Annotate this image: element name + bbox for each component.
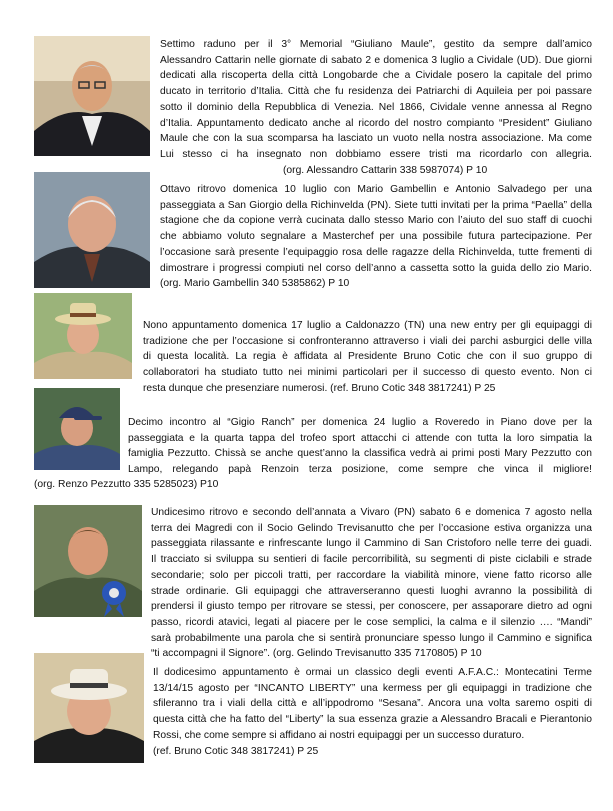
entry-1-line: Lui stesso ci ha insegnato non dobbiamo essere tristi ma ricordarlo con allegria. (160, 148, 592, 160)
entry-4-line: Decimo incontro al “Gigio Ranch” per domenica 24 luglio a Roveredo in Piano dove per la (128, 417, 592, 428)
entry-6-text (153, 665, 592, 759)
entry-5-line: Il tracciato si sviluppa su sentieri di facile percorribilità, su segmenti di piste ciclabili e strade (151, 554, 592, 566)
entry-5-line: passeggiata rilassante e rinfrescante lungo il Cammino di San Cristoforo nelle terre dei guadi. (151, 538, 592, 550)
entry-2-line: passeggiata a San Giorgio della Richinvelda (PN). Siete tutti invitati per la prima “Paella” della (160, 199, 592, 211)
entry-1-line: Alessandro Cattarin nelle giornate di sabato 2 e domenica 3 luglio a Cividale (UD). Due giorni (160, 54, 592, 66)
entry-4-signature-block (34, 477, 334, 493)
photo-mario-gambellin (34, 172, 150, 288)
entry-1-line: Maule che con la sua scomparsa ha lasciato un vuoto nella nostra associazione. Ma come (160, 133, 592, 145)
entry-3-line: tradizione che per l’occasione si confronteranno attraverso i viali dei parchi asburgici delle villa (143, 335, 592, 347)
entry-4-text (128, 415, 592, 478)
entry-6-line: questa città che ha fatto del “Liberty” la sua essenza grazie a Alessandro Bracali e Pierantonio (153, 714, 592, 726)
photo-bruno-cotic (34, 293, 132, 379)
photo-renzo-pezzutto (34, 388, 120, 470)
entry-2-line: che abbiamo voluto segnalare a Masterchef per una possibile futura partecipazione. Per (160, 231, 592, 243)
entry-1-line: Settimo raduno per il 3° Memorial “Giuliano Maule”, gestito da sempre dall’amico (160, 39, 592, 50)
entry-3-line: collaboratori ha studiato tutto nei minimi particolari per il successo di questo evento. Non ci (143, 367, 592, 379)
entry-4-line: passeggiata e la quarta tappa del trofeo sport attacchi ci attende con tutta la loro simpatia la (128, 432, 592, 444)
entry-2-text (160, 182, 592, 292)
entry-6-line: Il dodicesimo appuntamento è ormai un classico degli eventi A.F.A.C.: Montecatini Terme (153, 667, 592, 678)
entry-4-line: Lampo, relegando papà Renzoin terza posizione, come sempre che vinca il migliore! (128, 464, 592, 476)
entry-2-line: (org. Mario Gambellin 340 5385862) P 10 (160, 278, 350, 290)
photo-bruno-cotic-hat (34, 653, 144, 763)
entry-2-line: Ottavo ritrovo domenica 10 luglio con Mario Gambellin e Antonio Salvadego per una (160, 184, 592, 195)
portrait-man-white-hair-icon (34, 172, 150, 288)
entry-5-line: secondarie; solo per piccoli tratti, per raccordare la viabilità minore, viene fatto ricorso alle (151, 569, 592, 581)
portrait-man-straw-hat-icon (34, 293, 132, 379)
entry-2-line: l’occasione sarà presente l’equipaggio rosa delle ragazze della Richinvelda, tutte frementi di (160, 246, 592, 258)
photo-alessandro-cattarin (34, 36, 150, 156)
entry-1-line: d’Italia. Appuntamento dedicato anche al ricordo del nostro compianto “President” Giuliano (160, 117, 592, 129)
entry-5-text (151, 505, 592, 662)
entry-6-line: 13/14/15 agosto per “INCANTO LIBERTY” una kermess per gli equipaggi in tradizione che (153, 682, 592, 694)
entry-1-line: dedicati alla riscoperta della città Longobarde che a Cividale posero la capitale del primo (160, 70, 592, 82)
portrait-man-rosette-icon (34, 505, 142, 617)
entry-2-line: dimostrare i progressi compiuti nel corso dell’anno a cassetta sotto la guida dello zio Mario. (160, 262, 592, 274)
entry-1-line: sotto il dominio della Repubblica di Venezia. Nel 1866, Cividale venne annessa al Regno (160, 101, 592, 113)
entry-6-signature: (ref. Bruno Cotic 348 3817241) P 25 (153, 745, 319, 757)
portrait-man-white-hat-icon (34, 653, 144, 763)
entry-5-line: prendersi il giusto tempo per ritrovare se stessi, per conoscere, per assaporare dietro ad ogni (151, 601, 592, 613)
photo-gelindo-trevisanutto (34, 505, 142, 617)
entry-6-line: sfileranno tra i viali della città e all’ippodromo “Sesana”. Ancora una volta saremo ospiti di (153, 698, 592, 710)
entry-5-line: strade ordinarie. Gli equipaggi che attraverseranno questi luoghi avranno la possibilità di (151, 585, 592, 597)
entry-5-line: Undicesimo ritrovo e secondo dell’annata a Vivaro (PN) sabato 6 e domenica 7 agosto nella (151, 507, 592, 518)
entry-4-line: famiglia Pezzutto. Chissà se anche quest’anno la classifica vedrà ai primi posti Mary Pezzutto con (128, 448, 592, 460)
entry-5-line: passo, ricordi atavici, legati al piacere per le cose semplici, la calma e il silenzio …. “Mandi” (151, 616, 592, 628)
portrait-man-cap-icon (34, 388, 120, 470)
entry-1-signature: (org. Alessandro Cattarin 338 5987074) P 10 (283, 164, 488, 176)
entry-3-line: di questa località. La regia è affidata al Presidente Bruno Cotic che con il suo gruppo di (143, 351, 592, 363)
entry-1-text (160, 37, 592, 178)
portrait-man-glasses-icon (34, 36, 150, 156)
entry-1-line: ducato in territorio d’Italia. Città che fu residenza dei Patriarchi di Aquileia per poi passare (160, 86, 592, 98)
entry-3-line: Nono appuntamento domenica 17 luglio a Caldonazzo (TN) una new entry per gli equipaggi di (143, 320, 592, 331)
entry-3-line: resta dunque che presenziare numerosi. (ref. Bruno Cotic 348 3817241) P 25 (143, 382, 496, 394)
entry-2-line: stagione che da copione verrà cucinata dallo stesso Mario con l’aiuto del suo staff di cuochi (160, 215, 592, 227)
entry-5-line: “ti accompagni il Signore”. (org. Gelindo Trevisanutto 335 7170805) P 10 (151, 648, 482, 660)
entry-3-text (143, 318, 592, 397)
entry-5-line: terra dei Magredi con il Socio Gelindo Trevisanutto che per l’occasione estiva organizza una (151, 522, 592, 534)
entry-6-line: Rossi, che come sempre si affidano ai nostri equipaggi per un successo duraturo. (153, 729, 525, 741)
entry-4-signature: (org. Renzo Pezzutto 335 5285023) P10 (34, 479, 219, 490)
entry-5-line: sarà probabilmente una parola che si sentirà pronunciare spesso lungo il Cammino e significa (151, 632, 592, 644)
